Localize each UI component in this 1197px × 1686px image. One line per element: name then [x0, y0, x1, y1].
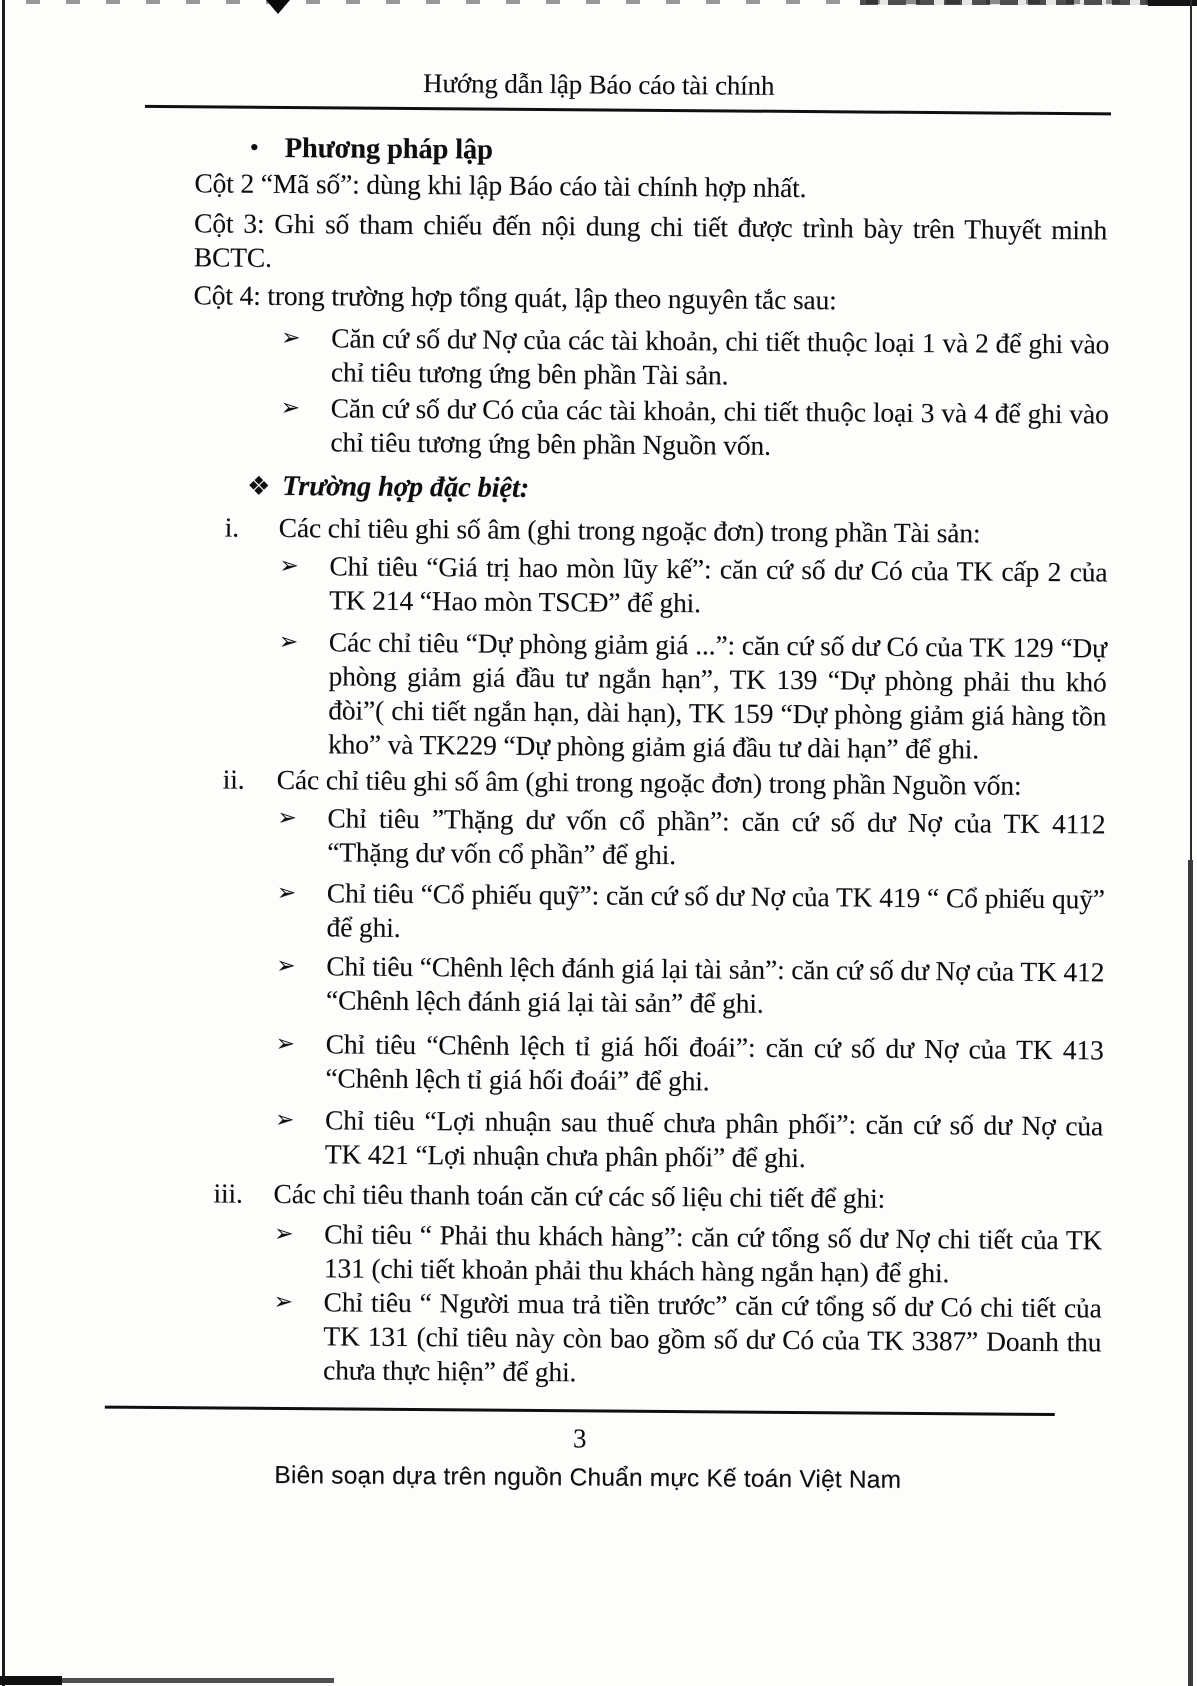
- section-title: Các chỉ tiêu ghi số âm (ghi trong ngoặc đơn) trong phần Tài sản:: [278, 511, 981, 549]
- section-numeral: ii.: [222, 763, 245, 795]
- point-text: Chỉ tiêu “Giá trị hao mòn lũy kế”: căn cứ số dư Có của TK cấp 2 của TK 214 “Hao mòn TSCĐ” để ghi.: [329, 550, 1108, 619]
- arrow-bullet-icon: ➢: [273, 1288, 293, 1316]
- point-text: Chỉ tiêu “ Phải thu khách hàng”: căn cứ tổng số dư Nợ chi tiết của TK 131 (chi tiết khoản phải thu khách hàng ngắn hạn) để ghi.: [323, 1218, 1103, 1289]
- arrow-bullet-icon: ➢: [281, 324, 301, 352]
- point-text: Chỉ tiêu “Lợi nhuận sau thuế chưa phân phối”: căn cứ số dư Nợ của TK 421 “Lợi nhuận chưa phân phối” để ghi.: [324, 1104, 1104, 1174]
- arrow-bullet-icon: ➢: [276, 879, 297, 907]
- list-item: [273, 1285, 1102, 1393]
- list-item: [275, 1027, 1104, 1102]
- section-numeral: iii.: [213, 1177, 243, 1209]
- list-item: [274, 1217, 1103, 1292]
- paragraph-col2: Cột 2 “Mã số”: dùng khi lập Báo cáo tài chính hợp nhất.: [194, 167, 807, 204]
- point-text: Các chỉ tiêu “Dự phòng giảm giá ...”: căn cứ số dư Có của TK 129 “Dự phòng giảm giá đầu tư ngắn hạn”, TK 139 “Dự phòng phải thu khó đòi”( chi tiết ngắn hạn, dài hạn), TK 159 “Dự phòng giảm giá hàng tồn kho” và TK229 “Dự phòng giảm giá đầu tư dài hạn” để ghi.: [327, 626, 1107, 765]
- arrow-bullet-icon: ➢: [276, 952, 296, 980]
- list-item: [276, 949, 1105, 1024]
- header-rule: [145, 105, 1111, 116]
- arrow-bullet-icon: ➢: [274, 1220, 294, 1248]
- list-item: [279, 549, 1108, 624]
- arrow-bullet-icon: ➢: [279, 552, 299, 580]
- paragraph-col4: Cột 4: trong trường hợp tổng quát, lập theo nguyên tắc sau:: [193, 279, 837, 316]
- list-item: [280, 391, 1109, 466]
- list-item: [278, 625, 1107, 767]
- footer-note: Biên soạn dựa trên nguồn Chuẩn mực Kế toán Việt Nam: [274, 1461, 902, 1494]
- point-text: Chỉ tiêu “Cổ phiếu quỹ”: căn cứ số dư Nợ của TK 419 “ Cổ phiếu quỹ” để ghi.: [326, 877, 1105, 943]
- arrow-bullet-icon: ➢: [277, 804, 297, 832]
- list-item: [276, 876, 1105, 951]
- section-title: Các chỉ tiêu thanh toán căn cứ các số liệu chi tiết để ghi:: [273, 1177, 886, 1214]
- point-text: Chỉ tiêu “ Người mua trả tiền trước” căn cứ tổng số dư Có chi tiết của TK 131 (chỉ tiêu này còn bao gồm số dư Có của TK 3387” Doanh thu chưa thực hiện” để ghi.: [322, 1286, 1102, 1388]
- arrow-bullet-icon: ➢: [278, 628, 299, 656]
- list-item: [281, 321, 1110, 396]
- section-title: Các chỉ tiêu ghi số âm (ghi trong ngoặc đơn) trong phần Nguồn vốn:: [276, 763, 1022, 801]
- list-item: [277, 801, 1106, 876]
- section-heading: [213, 1176, 1103, 1217]
- point-text: Chỉ tiêu ”Thặng dư vốn cổ phần”: căn cứ số dư Nợ của TK 4112 “Thặng dư vốn cổ phần” để ghi.: [327, 802, 1106, 871]
- section-heading: [223, 762, 1107, 803]
- diamond-bullet-icon: ❖: [246, 471, 271, 502]
- paragraph-col3: Cột 3: Ghi số tham chiếu đến nội dung chi tiết được trình bày trên Thuyết minh BCTC.: [193, 207, 1108, 273]
- arrow-bullet-icon: ➢: [274, 1106, 295, 1134]
- footer-rule: [105, 1406, 1055, 1416]
- point-text: Chỉ tiêu “Chênh lệch tỉ giá hối đoái”: căn cứ số dư Nợ của TK 413 “Chênh lệch tỉ giá hối đoái” để ghi.: [325, 1028, 1104, 1097]
- list-item: [275, 1103, 1104, 1178]
- arrow-bullet-icon: ➢: [275, 1030, 295, 1058]
- bullet-icon: •: [249, 132, 259, 162]
- arrow-bullet-icon: ➢: [280, 394, 300, 422]
- method-heading: Phương pháp lập: [284, 132, 493, 166]
- section-numeral: i.: [224, 511, 240, 543]
- page-number: 3: [572, 1423, 587, 1454]
- section-heading: [225, 510, 1109, 551]
- rule-text: Căn cứ số dư Có của các tài khoản, chi tiết thuộc loại 3 và 4 để ghi vào chỉ tiêu tương ứng bên phần Nguồn vốn.: [330, 392, 1109, 461]
- point-text: Chỉ tiêu “Chênh lệch đánh giá lại tài sản”: căn cứ số dư Nợ của TK 412 “Chênh lệch đánh giá lại tài sản” để ghi.: [325, 950, 1105, 1019]
- special-heading: Trường hợp đặc biệt:: [281, 470, 530, 504]
- page-header-title: Hướng dẫn lập Báo cáo tài chính: [423, 68, 775, 101]
- rule-text: Căn cứ số dư Nợ của các tài khoản, chi tiết thuộc loại 1 và 2 để ghi vào chỉ tiêu tương ứng bên phần Tài sản.: [330, 322, 1110, 391]
